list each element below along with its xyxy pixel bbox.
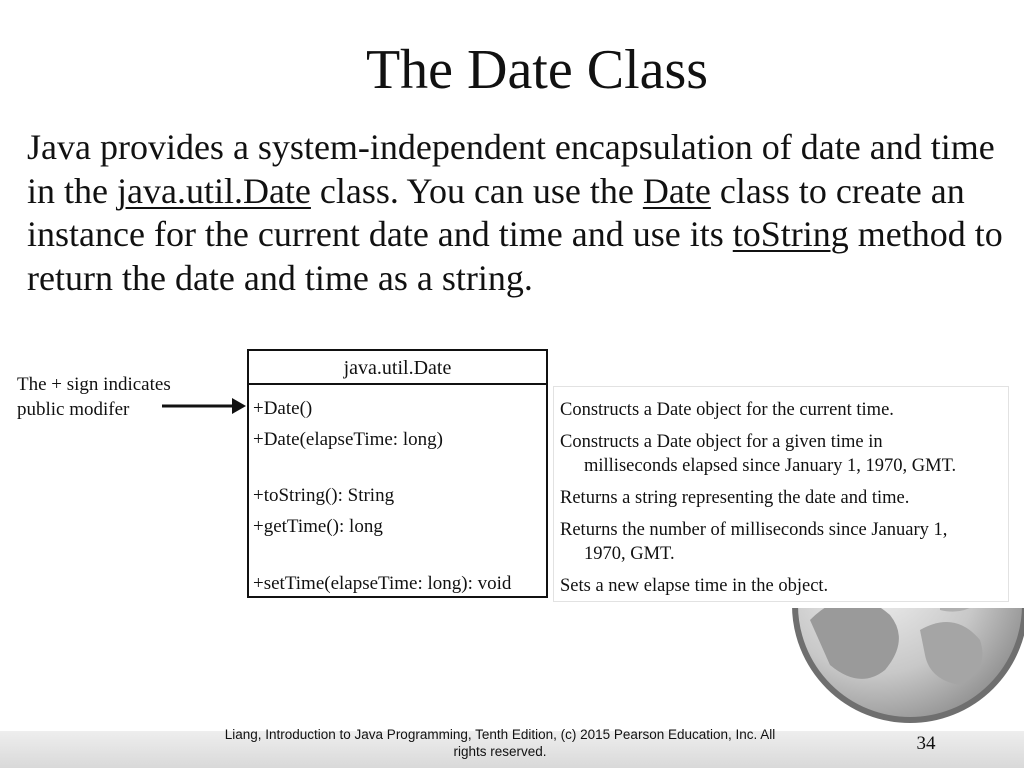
footer-copyright [200,726,800,760]
description-line: 1970, GMT. [584,544,675,564]
description-line: milliseconds elapsed since January 1, 1970, GMT. [584,456,957,476]
uml-class-name: java.util.Date [249,351,546,385]
underlined-term: Date [642,170,711,211]
method-description [560,574,1010,598]
footer-line: Liang, Introduction to Java Programming, Tenth Edition, (c) 2015 Pearson Education, Inc. All [224,727,776,742]
uml-class-diagram [247,349,548,598]
arrow-right-icon [160,394,248,418]
uml-method: +setTime(elapseTime: long): void [253,573,512,594]
uml-method: +Date() [253,398,313,419]
method-description [560,430,1010,478]
plus-sign-note [17,372,171,422]
uml-method: +toString(): String [253,485,395,506]
body-paragraph [27,126,1012,300]
note-line: The + sign indicates [17,374,171,395]
underlined-term: java.util.Date [116,170,311,211]
slide-title: The Date Class [365,39,709,101]
description-line: Constructs a Date object for the current time. [560,400,894,420]
method-description [560,518,1010,566]
body-text: class. You can use the [310,170,643,211]
footer-line: rights reserved. [453,744,547,759]
method-description [560,398,1010,422]
description-line: Returns the number of milliseconds since January 1, [560,520,948,540]
uml-method: +Date(elapseTime: long) [253,429,443,450]
underlined-term: toString [732,214,849,254]
page-number: 34 [916,733,936,754]
body-text: method to return the date and time as a string. [27,214,1003,298]
method-description [560,486,1010,510]
body-text: class to create an instance for the current date and time and use its [27,170,965,254]
note-line: public modifer [17,399,130,420]
description-line: Constructs a Date object for a given time in [560,432,883,452]
description-line: Sets a new elapse time in the object. [560,576,829,596]
description-line: Returns a string representing the date and time. [560,488,910,508]
body-text: Java provides a system-independent encapsulation of date and time in the [27,127,995,211]
uml-method: +getTime(): long [253,516,383,537]
